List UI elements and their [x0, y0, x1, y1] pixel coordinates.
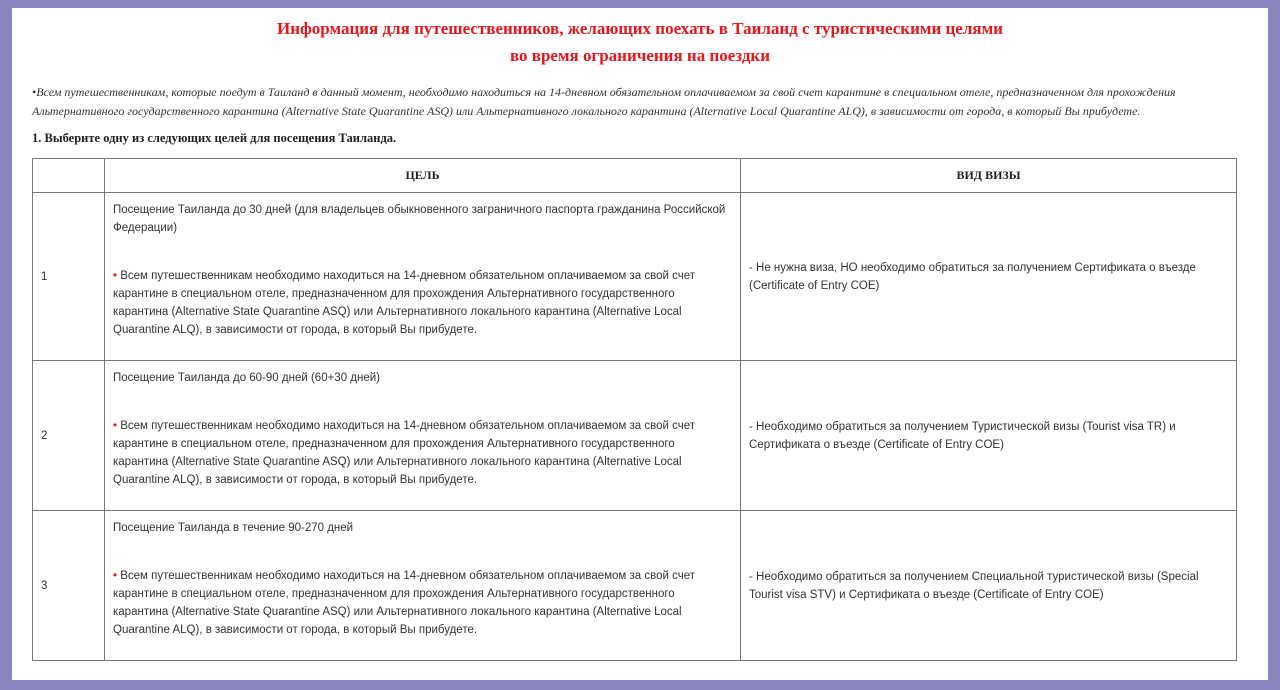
goal-note	[113, 417, 726, 489]
table-row	[33, 193, 1237, 361]
bullet-icon: •	[113, 420, 118, 432]
row-number: 1	[33, 193, 105, 361]
goal-note-text: Всем путешественникам необходимо находиться на 14-дневном обязательном оплачиваемом за свой счет карантине в специальном отеле, предназначенном для прохождения Альтернативного государственного карантина (Alternative State Quarantine ASQ) или Альтернативного локального карантина (Alternative Local Quarantine ALQ), в зависимости от города, в который Вы прибудете.	[113, 570, 696, 636]
page-frame	[12, 8, 1268, 680]
goal-title: Посещение Таиланда до 60-90 дней (60+30 дней)	[113, 372, 381, 384]
goal-cell	[105, 361, 741, 511]
quarantine-note: •Всем путешественникам, которые поедут в Таиланд в данный момент, необходимо находиться на 14-дневном обязательном оплачиваемом за свой счет карантине в специальном отеле, предназначенном для прохождения Альтернативного государственного карантина (Alternative State Quarantine ASQ) или Альтернативного локального карантина (Alternative Local Quarantine ALQ), в зависимости от города, в который Вы прибудете.	[32, 85, 1176, 118]
header-visa: ВИД ВИЗЫ	[741, 159, 1237, 193]
title-line-1: Информация для путешественников, желающих поехать в Таиланд с туристическими целями	[277, 19, 1003, 38]
title-line-2: во время ограничения на поездки	[509, 46, 771, 65]
table-row	[33, 361, 1237, 511]
bullet-icon: •	[113, 570, 118, 582]
goal-cell	[105, 193, 741, 361]
question-heading: 1. Выберите одну из следующих целей для посещения Таиланда.	[32, 131, 397, 145]
row-number: 3	[33, 511, 105, 661]
visa-cell: - Необходимо обратиться за получением Туристической визы (Tourist visa TR) и Сертификата о въезде (Certificate of Entry COE)	[741, 361, 1237, 511]
row-number: 2	[33, 361, 105, 511]
header-goal: ЦЕЛЬ	[105, 159, 741, 193]
table-row	[33, 511, 1237, 661]
goal-title: Посещение Таиланда в течение 90-270 дней	[113, 522, 354, 534]
visa-cell: - Не нужна виза, НО необходимо обратиться за получением Сертификата о въезде (Certificate of Entry COE)	[741, 193, 1237, 361]
table-header-row	[33, 159, 1237, 193]
bullet-icon: •	[113, 270, 118, 282]
goal-note	[113, 267, 726, 339]
visa-table	[32, 158, 1237, 661]
goal-note	[113, 567, 726, 639]
goal-note-text: Всем путешественникам необходимо находиться на 14-дневном обязательном оплачиваемом за свой счет карантине в специальном отеле, предназначенном для прохождения Альтернативного государственного карантина (Alternative State Quarantine ASQ) или Альтернативного локального карантина (Alternative Local Quarantine ALQ), в зависимости от города, в который Вы прибудете.	[113, 270, 696, 336]
visa-cell: - Необходимо обратиться за получением Специальной туристической визы (Special Tourist visa STV) и Сертификата о въезде (Certificate of Entry COE)	[741, 511, 1237, 661]
goal-title: Посещение Таиланда до 30 дней (для владельцев обыкновенного заграничного паспорта гражданина Российской Федерации)	[113, 204, 726, 234]
goal-note-text: Всем путешественникам необходимо находиться на 14-дневном обязательном оплачиваемом за свой счет карантине в специальном отеле, предназначенном для прохождения Альтернативного государственного карантина (Alternative State Quarantine ASQ) или Альтернативного локального карантина (Alternative Local Quarantine ALQ), в зависимости от города, в который Вы прибудете.	[113, 420, 696, 486]
goal-cell	[105, 511, 741, 661]
page-title	[12, 15, 1268, 69]
header-num	[33, 159, 105, 193]
